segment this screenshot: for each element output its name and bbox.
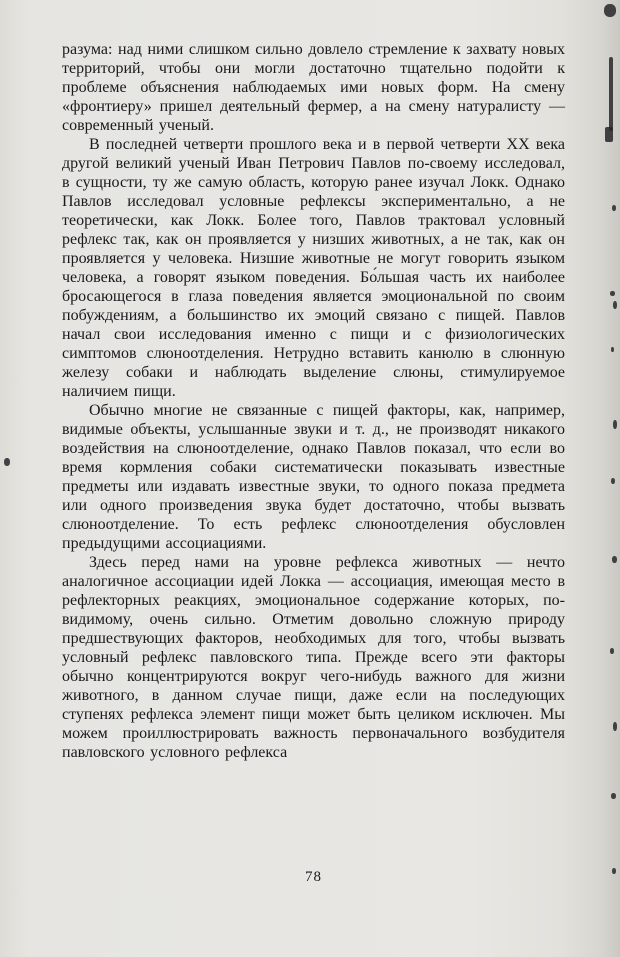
- scan-line-artifact: [609, 57, 613, 131]
- scan-speckle: [611, 347, 614, 352]
- scan-speckle: [610, 291, 615, 296]
- scan-speckle: [612, 868, 616, 874]
- paragraph: разума: над ними слишком сильно довлело стремление к захвату новых территорий, чтобы они могли достаточно тщательно подойти к проблеме объяснения наблюдаемых ими новых форм. На смену «фронтиеру» пришел деятельный фермер, а на смену натуралисту — современный ученый.: [62, 41, 565, 134]
- scan-speckle: [611, 793, 616, 799]
- paragraph: Обычно многие не связанные с пищей факторы, как, например, видимые объекты, услышанные звуки и т. д., не производят никакого воздействия на слюноотделение, однако Павлов показал, что если во время кормления собаки систематически показывать известные предметы или издавать известные звуки, то одного показа предмета или одного произведения звука будет достаточно, чтобы вызвать слюноотделение. То есть рефлекс слюноотделения обусловлен предыдущими ассоциациями.: [62, 402, 565, 552]
- scan-line-artifact: [605, 127, 613, 142]
- scan-speckle: [612, 205, 616, 211]
- page-number: 78: [305, 869, 322, 885]
- paragraph: Здесь перед нами на уровне рефлекса животных — нечто аналогичное ассоциации идей Локка — ассоциация, имеющая место в рефлекторных реакциях, эмоциональное содержание которых, по-видимому, очень сильно. Отметим довольно сложную природу предшествующих факторов, необходимых для того, чтобы вызвать условный рефлекс павловского типа. Прежде всего эти факторы обычно концентрируются вокруг чего-нибудь важного для жизни животного, в данном случае пищи, даже если на последующих ступенях рефлекса элемент пищи может быть целиком исключен. Мы можем проиллюстрировать важность первоначального возбудителя павловского условного рефлекса: [62, 554, 565, 761]
- scan-speckle: [4, 458, 10, 466]
- scan-speckle: [613, 722, 617, 731]
- scan-speckle: [604, 4, 616, 17]
- paragraph: В последней четверти прошлого века и в первой четверти XX века другой великий ученый Иван Петрович Павлов по-своему исследовал, в сущности, ту же самую область, которую ранее изучал Локк. Однако Павлов исследовал условные рефлексы экспериментально, а не теоретически, как Локк. Более того, Павлов трактовал условный рефлекс так, как он проявляется у низших животных, а не так, как он проявляется у человека. Низшие животные не могут говорить языком человека, а говорят языком поведения. Бо́льшая часть их наиболее бросающегося в глаза поведения является эмоциональной по своим побуждениям, а большинство их эмоций связано с пищей. Павлов начал свои исследования именно с пищи и с физиологических симптомов слюноотделения. Нетрудно вставить канюлю в слюнную железу собаки и наблюдать выделение слюны, стимулируемое наличием пищи.: [62, 136, 565, 400]
- scan-speckle: [610, 648, 614, 654]
- page-text-block: [62, 40, 565, 762]
- scan-speckle: [612, 556, 617, 563]
- scan-speckle: [611, 478, 615, 484]
- scan-speckle: [613, 301, 617, 309]
- scan-speckle: [613, 420, 617, 429]
